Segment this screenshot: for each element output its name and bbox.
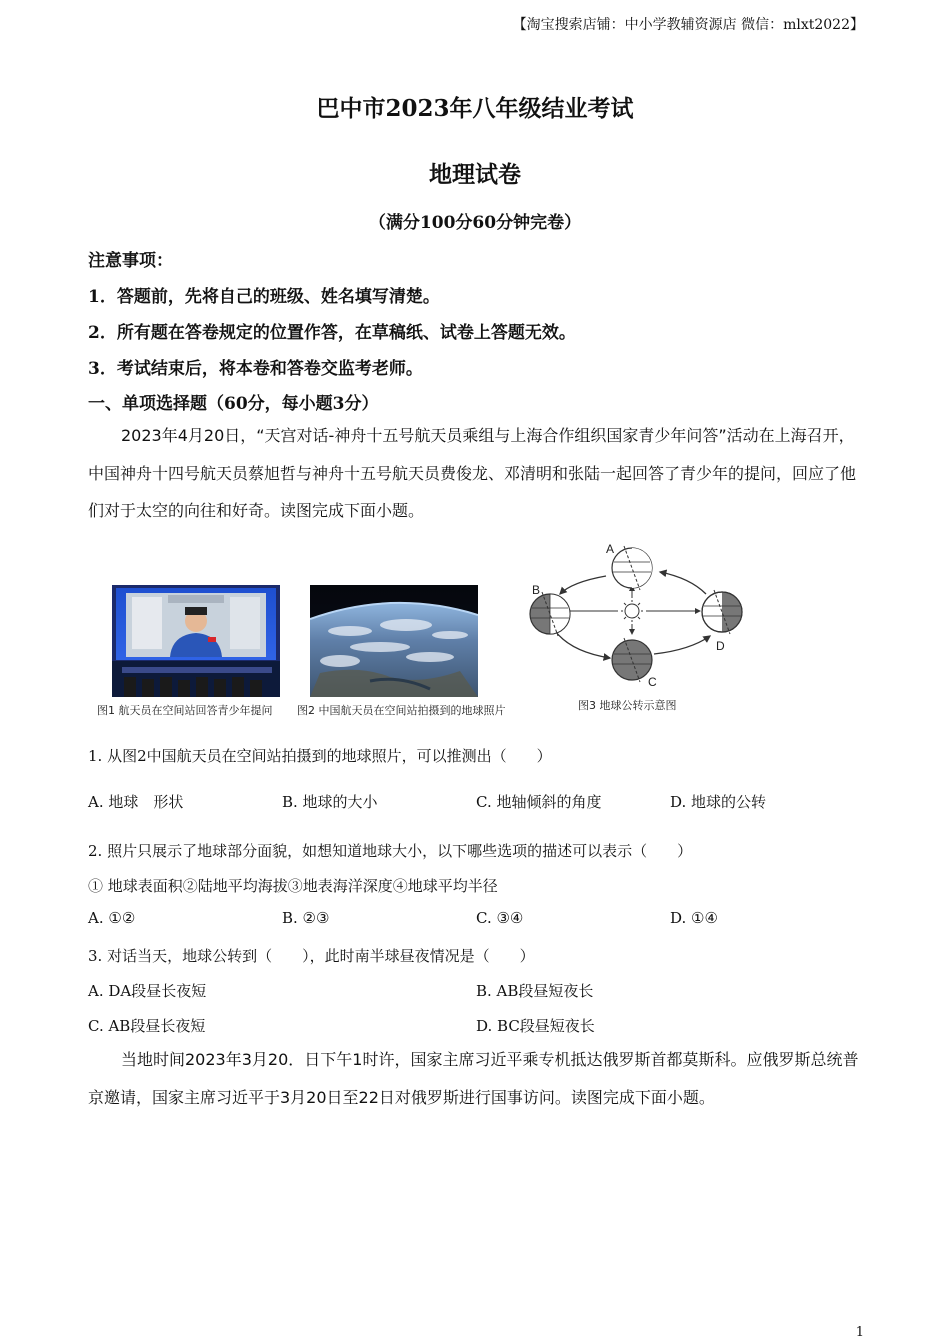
notice-item: 1．答题前，先将自己的班级、姓名填写清楚。 (88, 287, 440, 307)
orbit-label-a: A (606, 542, 615, 556)
question-2-stem: 2. 照片只展示了地球部分面貌，如想知道地球大小，以下哪些选项的描述可以表示（ ） (88, 842, 693, 860)
question-3-stem: 3. 对话当天，地球公转到（ ），此时南半球昼夜情况是（ ） (88, 947, 535, 965)
q3-option-c: C. AB段昼长夜短 (88, 1017, 206, 1035)
question-1-stem: 1. 从图2中国航天员在空间站拍摄到的地球照片，可以推测出（ ） (88, 747, 552, 765)
q3-option-b: B. AB段昼短夜长 (476, 982, 594, 1000)
q1-option-b: B. 地球的大小 (282, 793, 378, 811)
figure-3-caption: 图3 地球公转示意图 (578, 699, 677, 712)
figure-1-caption: 图1 航天员在空间站回答青少年提问 (97, 704, 273, 717)
notice-item: 2．所有题在答卷规定的位置作答，在草稿纸、试卷上答题无效。 (88, 323, 576, 343)
q3-option-d: D. BC段昼短夜长 (476, 1017, 595, 1035)
exam-title: 巴中市2023年八年级结业考试 (316, 95, 634, 122)
question-2-sub: ① 地球表面积②陆地平均海拔③地表海洋深度④地球平均半径 (88, 877, 498, 895)
passage-2: 当地时间2023年3月20．日下午1时许，国家主席习近平乘专机抵达俄罗斯首都莫斯科。应俄罗斯总统普京邀请，国家主席习近平于3月20日至22日对俄罗斯进行国事访问。读图完成下面小题。 (88, 1050, 859, 1107)
passage-1: 2023年4月20日，“天宫对话-神舟十五号航天员乘组与上海合作组织国家青少年问答”活动在上海召开，中国神舟十四号航天员蔡旭哲与神舟十五号航天员费俊龙、邓清明和张陆一起回答了青少年的提问，回应了他们对于太空的向往和好奇。读图完成下面小题。 (88, 426, 857, 520)
q2-option-c: C. ③④ (476, 909, 524, 927)
figure-2-caption: 图2 中国航天员在空间站拍摄到的地球照片 (297, 704, 506, 717)
earth-photo (310, 585, 478, 697)
orbit-label-d: D (716, 639, 725, 653)
section-heading: 一、单项选择题（60分，每小题3分） (88, 394, 379, 414)
q1-option-d: D. 地球的公转 (670, 793, 767, 811)
notice-heading: 注意事项： (88, 251, 173, 271)
q2-option-d: D. ①④ (670, 909, 718, 927)
page-header: 【淘宝搜索店铺：中小学教辅资源店 微信：mlxt2022】 (512, 17, 864, 33)
sun-icon (621, 600, 643, 622)
q2-option-a: A. ①② (88, 909, 136, 927)
notice-item: 3．考试结束后，将本卷和答卷交监考老师。 (88, 359, 423, 379)
orbit-label-c: C (648, 675, 657, 689)
q1-option-c: C. 地轴倾斜的角度 (476, 793, 602, 811)
orbit-label-b: B (532, 583, 541, 597)
orbit-diagram (520, 538, 760, 690)
q2-option-b: B. ②③ (282, 909, 330, 927)
score-note: （满分100分60分钟完卷） (368, 213, 582, 233)
q3-option-a: A. DA段昼长夜短 (88, 982, 207, 1000)
q1-option-a: A. 地球 形状 (88, 793, 184, 811)
exam-subtitle: 地理试卷 (429, 161, 521, 188)
page-number: 1 (855, 1325, 864, 1340)
astronaut-photo (112, 585, 280, 697)
